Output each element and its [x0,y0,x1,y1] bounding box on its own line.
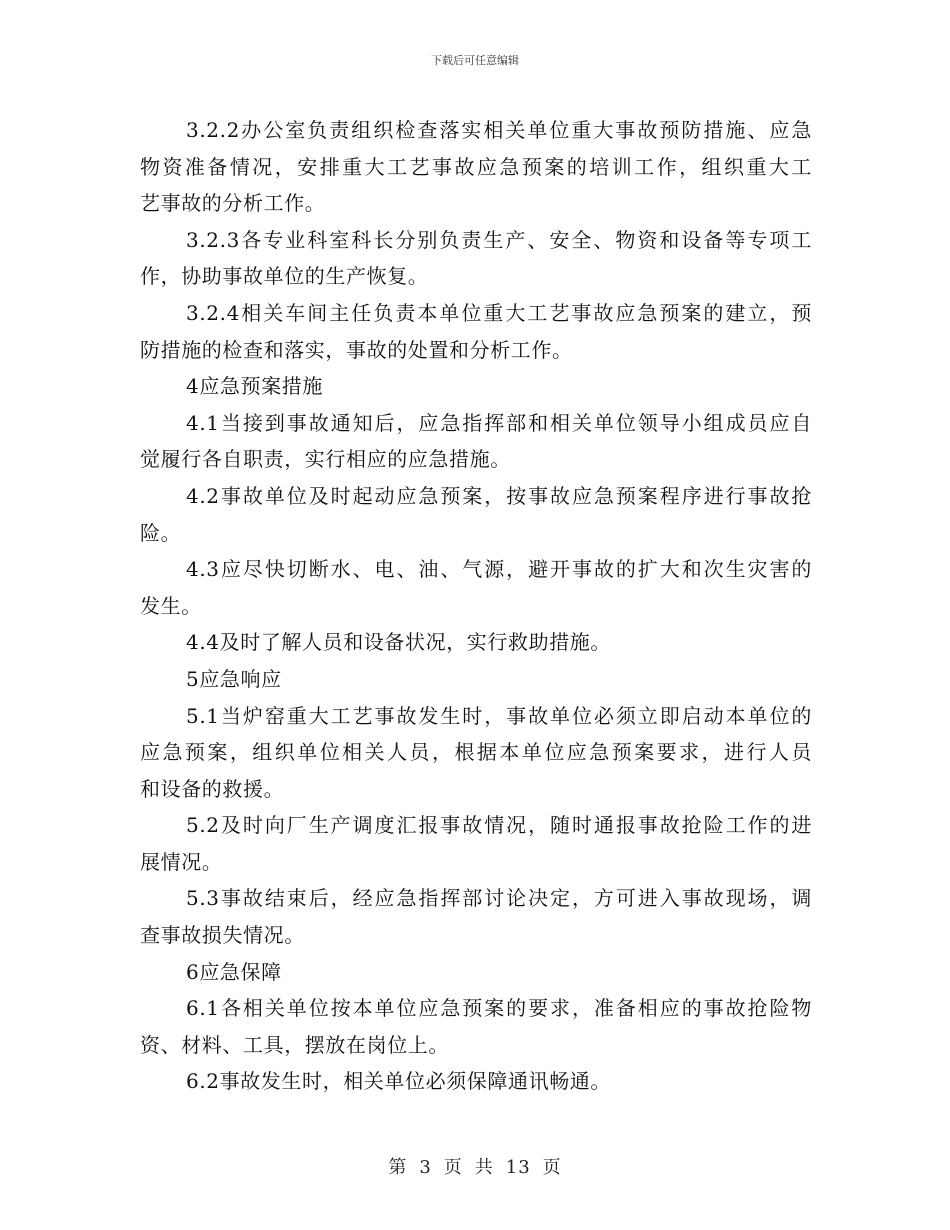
text-line: 展情况。 [140,849,223,874]
text-line: 5.3事故结束后，经应急指挥部讨论决定，方可进入事故现场，调 [186,886,812,911]
text-line: 发生。 [140,593,202,618]
text-line: 资、材料、工具，摆放在岗位上。 [140,1032,449,1057]
text-line: 险。 [140,520,182,545]
text-line: 防措施的检查和落实，事故的处置和分析工作。 [140,337,573,362]
text-line: 3.2.4相关车间主任负责本单位重大工艺事故应急预案的建立，预 [186,300,812,325]
text-line: 6.1各相关单位按本单位应急预案的要求，准备相应的事故抢险物 [186,996,812,1021]
text-line: 3.2.2办公室负责组织检查落实相关单位重大事故预防措施、应急 [186,118,812,142]
text-line: 查事故损失情况。 [140,923,305,948]
text-line: 艺事故的分析工作。 [140,191,326,216]
footer-page-word: 页 [443,1157,463,1178]
footer-prefix: 第 [388,1157,408,1178]
text-line: 6.2事故发生时，相关单位必须保障通讯畅通。 [186,1069,612,1094]
text-line: 6应急保障 [186,959,282,984]
page-footer [0,1153,950,1179]
footer-total-prefix: 共 [474,1157,494,1178]
text-line: 觉履行各自职责，实行相应的应急措施。 [140,447,511,472]
text-line: 应急预案，组织单位相关人员，根据本单位应急预案要求，进行人员 [140,740,812,765]
text-line: 物资准备情况，安排重大工艺事故应急预案的培训工作，组织重大工 [140,154,812,179]
text-line: 4.3应尽快切断水、电、油、气源，避开事故的扩大和次生灾害的 [186,557,812,582]
footer-total-pages: 13 [505,1157,531,1178]
document-body [140,112,812,1100]
page-header: 下载后可任意编辑 [431,54,519,67]
footer-current-page: 3 [419,1157,432,1178]
text-line: 4.1当接到事故通知后，应急指挥部和相关单位领导小组成员应自 [186,410,812,435]
text-line: 4应急预案措施 [186,374,323,399]
text-line: 3.2.3各专业科室科长分别负责生产、安全、物资和设备等专项工 [186,227,812,252]
text-line: 4.4及时了解人员和设备状况，实行救助措施。 [186,630,612,655]
text-line: 5.1当炉窑重大工艺事故发生时，事故单位必须立即启动本单位的 [186,703,812,728]
text-line: 4.2事故单位及时起动应急预案，按事故应急预案程序进行事故抢 [186,483,812,508]
text-line: 5应急响应 [186,666,282,691]
text-line: 和设备的救援。 [140,776,285,801]
text-line: 5.2及时向厂生产调度汇报事故情况，随时通报事故抢险工作的进 [186,813,812,838]
footer-suffix: 页 [542,1157,562,1178]
text-line: 作，协助事故单位的生产恢复。 [140,264,429,289]
